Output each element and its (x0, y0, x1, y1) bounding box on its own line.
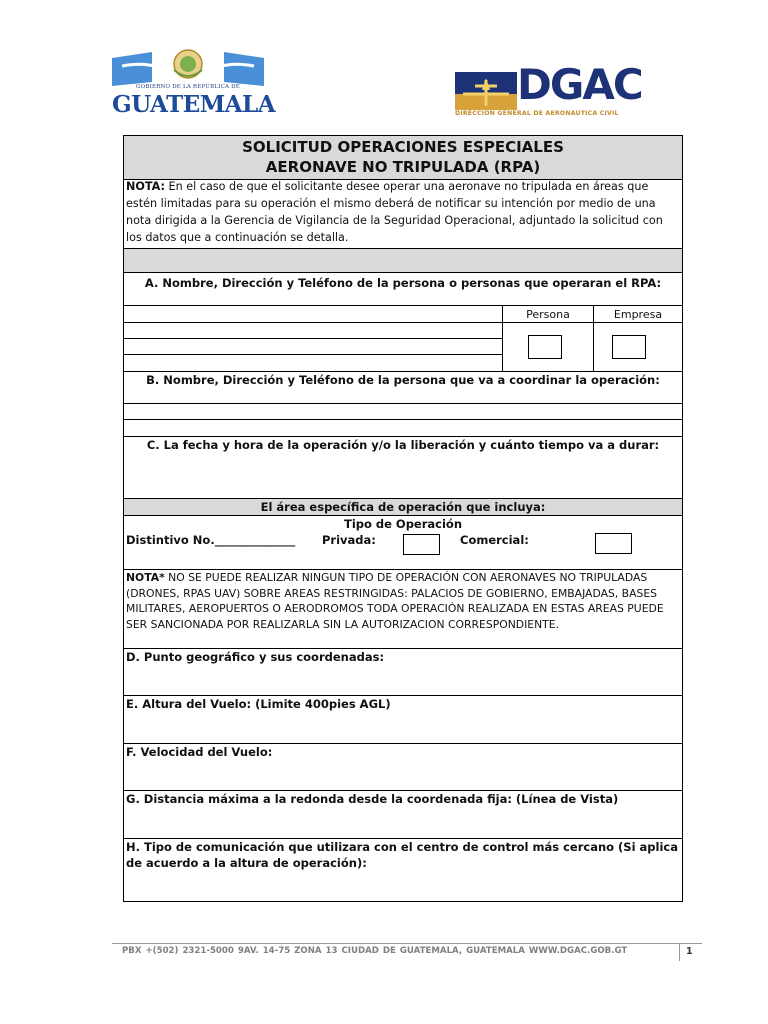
footer-separator (679, 943, 680, 961)
nota-label: NOTA: (126, 180, 165, 193)
persona-checkbox[interactable] (528, 335, 562, 359)
footer-contact: PBX +(502) 2321-5000 9AV. 14-75 ZONA 13 CIUDAD DE GUATEMALA, GUATEMALA WWW.DGAC.GOB.GT (122, 946, 628, 956)
empresa-label: Empresa (613, 308, 663, 321)
airplane-icon (455, 72, 517, 110)
spacer-row (124, 249, 682, 272)
answer-line-a3 (124, 354, 502, 355)
guatemala-flag-emblem-icon (112, 44, 264, 88)
section-b-label: B. Nombre, Dirección y Teléfono de la persona que va a coordinar la operación: (146, 373, 660, 387)
rpa-request-form (123, 135, 683, 902)
nota-paragraph (126, 178, 680, 246)
answer-line-a2 (124, 338, 502, 339)
section-h-label-line1: H. Tipo de comunicación que utilizara con el centro de control más cercano (Si aplica (126, 840, 678, 854)
nota2-text: NO SE PUEDE REALIZAR NINGUN TIPO DE OPERACIÓN CON AERONAVES NO TRIPULADAS (DRONES, RPAS UAV) SOBRE AREAS RESTRINGIDAS: PALACIOS DE GOBIERNO, EMBAJADAS, BASES MILITARES, AEROPUERTOS O AERODROMOS TODA OPERACIÓN REALIZADA EN ESTAS AREAS PUEDE SER SANCIONADA POR REALIZARLA SIN LA AUTORIZACION CORRESPONDIENTE. (126, 571, 664, 631)
section-c-label: C. La fecha y hora de la operación y/o la liberación y cuánto tiempo va a durar: (146, 438, 660, 452)
privada-checkbox[interactable] (403, 534, 440, 555)
section-a-label: A. Nombre, Dirección y Teléfono de la persona o personas que operaran el RPA: (144, 276, 662, 290)
form-title-line1: SOLICITUD OPERACIONES ESPECIALES (242, 138, 564, 156)
comercial-checkbox[interactable] (595, 533, 632, 554)
section-g-label: G. Distancia máxima a la redonda desde la coordenada fija: (Línea de Vista) (126, 792, 619, 806)
section-d-label: D. Punto geográfico y sus coordenadas: (126, 650, 385, 664)
gt-logo-caption: GOBIERNO DE LA REPÚBLICA DE (136, 84, 240, 90)
answer-line-b1 (124, 403, 682, 404)
gt-logo-title: GUATEMALA (112, 91, 276, 118)
dgac-subtitle: DIRECCION GENERAL DE AERONAUTICA CIVIL (455, 110, 619, 117)
distintivo-field[interactable]: Distintivo No.______________ (126, 533, 296, 547)
form-title-line2: AERONAVE NO TRIPULADA (RPA) (265, 158, 541, 176)
answer-line-a1 (124, 322, 682, 323)
divider (124, 305, 682, 306)
dgac-letters: DGAC (517, 60, 642, 109)
footer-divider (112, 943, 702, 944)
page-number: 1 (686, 946, 693, 957)
persona-label: Persona (526, 308, 570, 321)
area-header-label: El área específica de operación que incluya: (260, 500, 546, 514)
dgac-logo (455, 60, 655, 120)
divider (124, 272, 682, 273)
answer-line-b2 (124, 419, 682, 420)
nota-text: En el caso de que el solicitante desee operar una aeronave no tripulada en áreas que estén limitadas para su operación el mismo deberá de notificar su intención por medio de una nota dirigida a la Gerencia de Vigilancia de la Seguridad Operacional, adjuntado la solicitud con los datos que a continuación se detalla. (126, 180, 663, 244)
guatemala-government-logo (112, 44, 276, 122)
empresa-checkbox[interactable] (612, 335, 646, 359)
section-f-label: F. Velocidad del Vuelo: (126, 745, 273, 759)
nota2-paragraph (126, 570, 680, 632)
section-e-label: E. Altura del Vuelo: (Limite 400pies AGL) (126, 697, 391, 711)
privada-label: Privada: (322, 533, 376, 547)
tipo-operacion-label: Tipo de Operación (343, 517, 463, 531)
section-h-label-line2: de acuerdo a la altura de operación): (126, 856, 367, 870)
nota2-label: NOTA* (126, 571, 165, 584)
comercial-label: Comercial: (460, 533, 529, 547)
